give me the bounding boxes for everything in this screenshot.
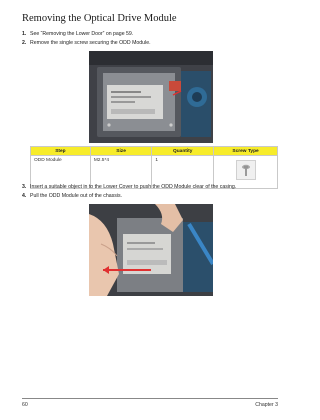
step-1 bbox=[22, 31, 133, 37]
step-number: 1. bbox=[22, 31, 27, 37]
cell-size: M2.5*4 bbox=[90, 156, 152, 189]
laptop-underside-illustration bbox=[89, 51, 213, 143]
step-4 bbox=[22, 193, 122, 199]
screw-table bbox=[30, 146, 278, 189]
pull-odd-illustration bbox=[89, 204, 213, 296]
step-number: 4. bbox=[22, 193, 27, 199]
header-quantity: Quantity bbox=[152, 147, 214, 156]
header-step: Step bbox=[31, 147, 91, 156]
step-2 bbox=[22, 40, 151, 46]
header-screw-type: Screw Type bbox=[214, 147, 278, 156]
chapter-label: Chapter 3 bbox=[255, 402, 278, 408]
step-number: 3. bbox=[22, 184, 27, 190]
footer-divider bbox=[22, 398, 278, 399]
cell-quantity: 1 bbox=[152, 156, 214, 189]
photo-pull-odd bbox=[89, 204, 213, 296]
page-heading: Removing the Optical Drive Module bbox=[22, 13, 177, 24]
step-number: 2. bbox=[22, 40, 27, 46]
step-text: Insert a suitable object in to the Lower Cover to push the ODD Module clear of the casing. bbox=[30, 184, 237, 190]
photo-remove-screw bbox=[89, 51, 213, 143]
header-size: Size bbox=[90, 147, 152, 156]
step-text: See “Removing the Lower Door” on page 59. bbox=[30, 31, 134, 37]
page-number: 60 bbox=[22, 402, 28, 408]
step-text: Pull the ODD Module out of the chassis. bbox=[30, 193, 122, 199]
cell-step: ODD Module bbox=[31, 156, 91, 189]
screw-icon bbox=[237, 161, 255, 179]
screw-image bbox=[236, 160, 256, 180]
step-text: Remove the single screw securing the ODD Module. bbox=[30, 40, 151, 46]
table-header-row bbox=[31, 147, 278, 156]
step-3 bbox=[22, 184, 236, 190]
